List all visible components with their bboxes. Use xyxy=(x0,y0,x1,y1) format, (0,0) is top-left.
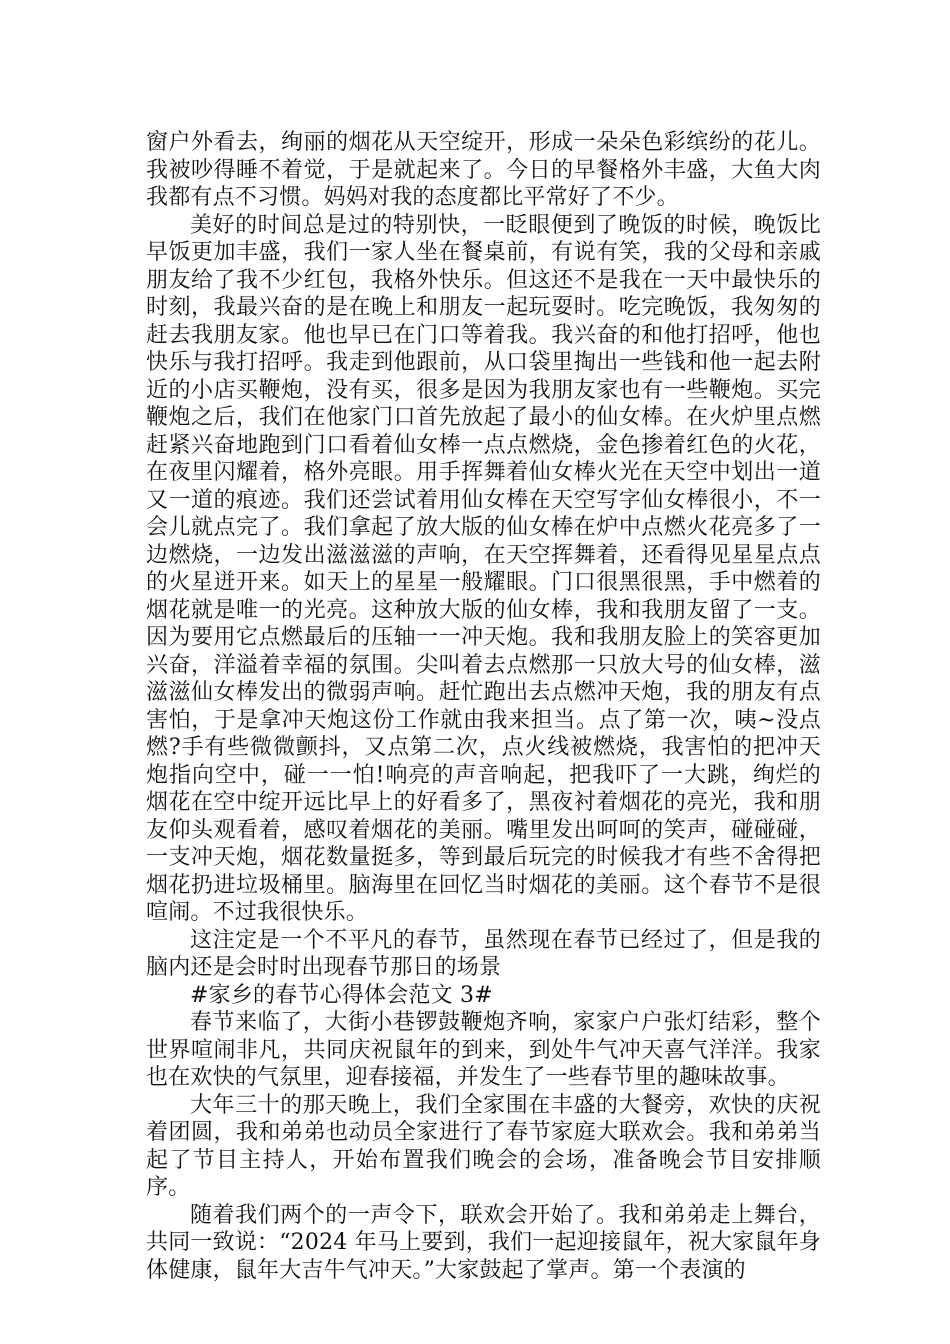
paragraph-5: 大年三十的那天晚上，我们全家围在丰盛的大餐旁，欢快的庆祝着团圆，我和弟弟也动员全家进行了春节家庭大联欢会。我和弟弟当起了节目主持人，开始布置我们晚会的会场，准备晚会节目安排顺序。 xyxy=(146,1092,821,1200)
paragraph-3: 这注定是一个不平凡的春节，虽然现在春节已经过了，但是我的脑内还是会时时出现春节那日的场景 xyxy=(146,927,821,980)
paragraph-6: 随着我们两个的一声令下，联欢会开始了。我和弟弟走上舞台，共同一致说：“2024 年马上要到，我们一起迎接鼠年，祝大家鼠年身体健康，鼠年大吉牛气冲天。”大家鼓起了掌声。第一个表演的 xyxy=(146,1202,821,1283)
section-heading: #家乡的春节心得体会范文 3# xyxy=(190,982,493,1008)
paragraph-2: 美好的时间总是过的特别快，一眨眼便到了晚饭的时候，晚饭比早饭更加丰盛，我们一家人坐在餐桌前，有说有笑，我的父母和亲戚朋友给了我不少红包，我格外快乐。但这还不是我在一天中最快乐的时刻，我最兴奋的是在晚上和朋友一起玩耍时。吃完晚饭，我匆匆的赶去我朋友家。他也早已在门口等着我。我兴奋的和他打招呼，他也快乐与我打招呼。我走到他跟前，从口袋里掏出一些钱和他一起去附近的小店买鞭炮，没有买，很多是因为我朋友家也有一些鞭炮。买完鞭炮之后，我们在他家门口首先放起了最小的仙女棒。在火炉里点燃赶紧兴奋地跑到门口看着仙女棒一点点燃烧，金色掺着红色的火花，在夜里闪耀着，格外亮眼。用手挥舞着仙女棒火光在天空中划出一道又一道的痕迹。我们还尝试着用仙女棒在天空写字仙女棒很小，不一会儿就点完了。我们拿起了放大版的仙女棒在炉中点燃火花亮多了一边燃烧，一边发出滋滋滋的声响，在天空挥舞着，还看得见星星点点的火星迸开来。如天上的星星一般耀眼。门口很黑很黑，手中燃着的烟花就是唯一的光亮。这种放大版的仙女棒，我和我朋友留了一支。因为要用它点燃最后的压轴一一冲天炮。我和我朋友脸上的笑容更加兴奋，洋溢着幸福的氛围。尖叫着去点燃那一只放大号的仙女棒，滋滋滋仙女棒发出的微弱声响。赶忙跑出去点燃冲天炮，我的朋友有点害怕，于是拿冲天炮这份工作就由我来担当。点了第一次，咦~没点燃?手有些微微颤抖，又点第二次，点火线被燃烧，我害怕的把冲天炮指向空中，碰一一怕!响亮的声音响起，把我吓了一大跳，绚烂的烟花在空中绽开远比早上的好看多了，黑夜衬着烟花的亮光，我和朋友仰头观看着，感叹着烟花的美丽。嘴里发出呵呵的笑声，碰碰碰，一支冲天炮，烟花数量挺多，等到最后玩完的时候我才有些不舍得把烟花扔进垃圾桶里。脑海里在回忆当时烟花的美丽。这个春节不是很喧闹。不过我很快乐。 xyxy=(146,212,821,925)
paragraph-4: 春节来临了，大街小巷锣鼓鞭炮齐响，家家户户张灯结彩，整个世界喧闹非凡，共同庆祝鼠年的到来，到处牛气冲天喜气洋洋。我家也在欢快的气氛里，迎春接福，并发生了一些春节里的趣味故事。 xyxy=(146,1010,821,1090)
paragraph-1: 窗户外看去，绚丽的烟花从天空绽开，形成一朵朵色彩缤纷的花儿。我被吵得睡不着觉，于是就起来了。今日的早餐格外丰盛，大鱼大肉我都有点不习惯。妈妈对我的态度都比平常好了不少。 xyxy=(146,130,821,210)
document-body xyxy=(146,129,821,1284)
